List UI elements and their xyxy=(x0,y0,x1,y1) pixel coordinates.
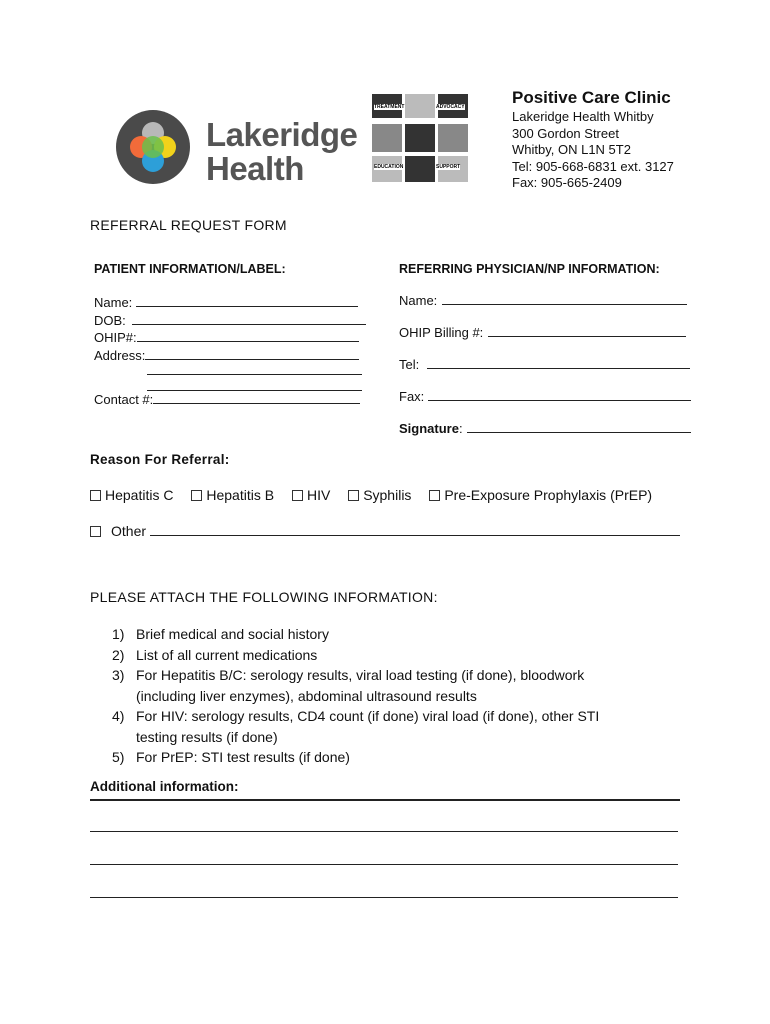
list-item: 2) List of all current medications xyxy=(112,646,318,663)
physician-ohip-label: OHIP Billing #: xyxy=(399,325,484,340)
list-item: 5) For PrEP: STI test results (if done) xyxy=(112,749,350,765)
additional-line-3[interactable] xyxy=(90,897,678,898)
physician-fax-field[interactable] xyxy=(428,388,691,401)
list-item-cont: (including liver enzymes), abdominal ultrasound results xyxy=(136,687,477,704)
signature-field[interactable] xyxy=(467,420,691,433)
patient-contact-label: Contact #: xyxy=(94,392,154,407)
additional-line-2[interactable] xyxy=(90,864,678,865)
option-hepatitis-c[interactable]: Hepatitis C xyxy=(90,487,173,503)
physician-name-label: Name: xyxy=(399,293,438,308)
physician-tel-row xyxy=(399,356,690,374)
reason-heading: Reason For Referral: xyxy=(90,452,230,467)
patient-contact-row xyxy=(94,391,360,409)
checkbox[interactable] xyxy=(90,490,101,501)
checkbox[interactable] xyxy=(348,490,359,501)
patient-fields xyxy=(94,294,366,364)
form-title: REFERRAL REQUEST FORM xyxy=(90,217,287,233)
brand-name: Lakeridge Health xyxy=(206,116,358,187)
clinic-tel: Tel: 905-668-6831 ext. 3127 xyxy=(512,158,674,174)
divider xyxy=(90,799,680,801)
checkbox[interactable] xyxy=(429,490,440,501)
option-hiv[interactable]: HIV xyxy=(292,487,330,503)
clinic-line3: Whitby, ON L1N 5T2 xyxy=(512,142,631,157)
patient-name-label: Name: xyxy=(94,295,133,310)
clinic-info xyxy=(512,88,674,192)
list-item: 3) For Hepatitis B/C: serology results, viral load testing (if done), bloodwork xyxy=(112,667,585,683)
physician-fax-label: Fax: xyxy=(399,389,425,404)
patient-heading: PATIENT INFORMATION/LABEL: xyxy=(94,262,286,276)
checkbox-other[interactable] xyxy=(90,526,101,537)
physician-tel-label: Tel: xyxy=(399,357,420,372)
clinic-line1: Lakeridge Health Whitby xyxy=(512,109,654,124)
attach-heading: PLEASE ATTACH THE FOLLOWING INFORMATION: xyxy=(90,589,438,605)
physician-signature-row: Signature: xyxy=(399,420,691,438)
patient-address-label: Address: xyxy=(94,347,146,363)
reason-options xyxy=(90,487,666,503)
signature-label: Signature xyxy=(399,421,459,436)
checkbox[interactable] xyxy=(191,490,202,501)
physician-ohip-row xyxy=(399,324,686,342)
clinic-name: Positive Care Clinic xyxy=(512,88,671,107)
physician-fax-row xyxy=(399,388,691,406)
checkbox[interactable] xyxy=(292,490,303,501)
additional-line-1[interactable] xyxy=(90,831,678,832)
patient-address-field[interactable] xyxy=(145,347,359,360)
other-field[interactable] xyxy=(150,522,680,536)
list-item: 4) For HIV: serology results, CD4 count (if done) viral load (if done), other STI xyxy=(112,708,600,724)
patient-name-field[interactable] xyxy=(136,294,358,307)
option-hepatitis-b[interactable]: Hepatitis B xyxy=(191,487,274,503)
additional-heading: Additional information: xyxy=(90,779,239,794)
patient-contact-field[interactable] xyxy=(153,391,360,404)
lakeridge-health-logo xyxy=(116,110,358,190)
physician-ohip-field[interactable] xyxy=(488,324,686,337)
flower-icon xyxy=(116,110,190,184)
list-item-cont: testing results (if done) xyxy=(136,728,278,745)
physician-name-row xyxy=(399,292,687,310)
list-item: 1) Brief medical and social history xyxy=(112,626,329,642)
option-other-label: Other xyxy=(111,523,147,539)
clinic-fax: Fax: 905-665-2409 xyxy=(512,175,622,190)
patient-ohip-label: OHIP#: xyxy=(94,330,137,345)
physician-tel-field[interactable] xyxy=(427,356,690,369)
patient-dob-field[interactable] xyxy=(132,312,366,325)
patient-ohip-field[interactable] xyxy=(137,329,359,342)
care-grid-icon: TREATMENT ADVOCACY EDUCATION SUPPORT xyxy=(372,94,468,184)
patient-dob-label: DOB: xyxy=(94,312,126,328)
attach-list xyxy=(112,624,692,768)
option-prep[interactable]: Pre-Exposure Prophylaxis (PrEP) xyxy=(429,487,652,503)
clinic-line2: 300 Gordon Street xyxy=(512,125,619,141)
physician-heading: REFERRING PHYSICIAN/NP INFORMATION: xyxy=(399,262,660,276)
option-other-row xyxy=(90,522,680,539)
address-line-2[interactable] xyxy=(147,374,362,375)
physician-name-field[interactable] xyxy=(442,292,687,305)
option-syphilis[interactable]: Syphilis xyxy=(348,487,411,503)
